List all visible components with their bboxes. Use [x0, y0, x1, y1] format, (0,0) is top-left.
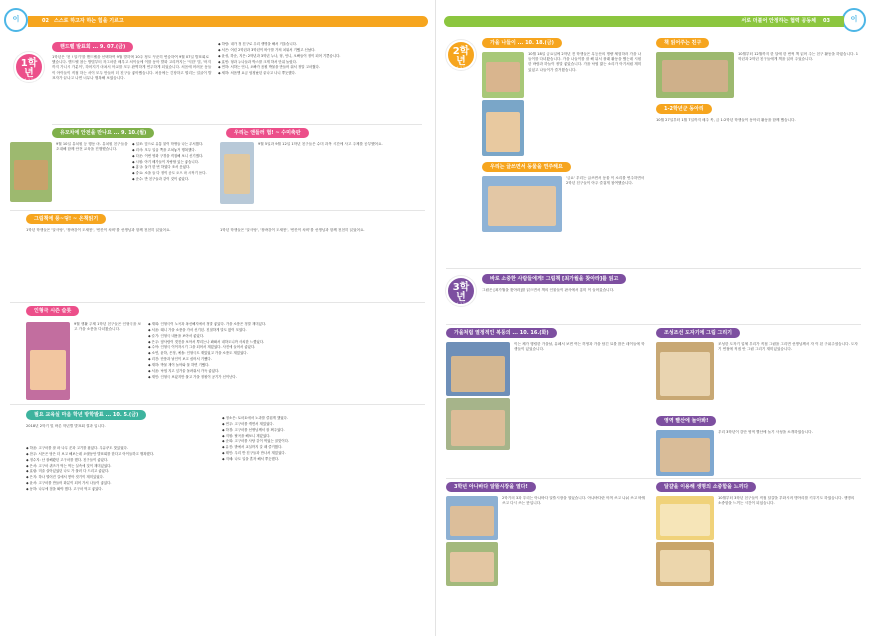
grade-2-badge [446, 40, 476, 70]
section-text: 우리 3학년이 감단 영역 빨산에 놀기 사성을 소개하였습니다. [718, 430, 813, 434]
event-photo [656, 430, 714, 476]
bullet: ◆ 서은: 어린 2학년과 3학년이 바구를 가져 치워서 기뻤고 신났다. [218, 47, 316, 52]
event-photo [656, 52, 734, 98]
section-title: 핸드벨 발표회 ... 9. 07.(금) [52, 42, 133, 52]
bullet: ◆ 유진: 밭에서 교실까지 갈 때 즐거웠다. [222, 445, 283, 450]
event-photo [446, 496, 498, 540]
event-photo [446, 542, 498, 586]
bullet: ◆ 연하: 서하는 언니, 오빠가 음원 박물을 만들어 줘서 정말 고마웠다. [218, 65, 320, 70]
section-text: 1학년은 '천 ! 알기'를 핸드벨을 선택하여 9월 발하며 10주 정도 꾸준히 연습하여 9월 07일 발표회로 했습니다. 핸드벨 참는 방법부터 자그마한 배우고 처이들에 이를 동아 발화 고리까지는 '익한' 법, '어지까지 가니시 가분이', 하어지기 마쳐서 아교를 모두 완벽하게 연주하게 되었습니다. 처음에 어려운 동들이 아이들이 직접 하는 서이 모두 만들어 더 친구들 좋아했습니다. 처음에는 긴장하고 떨리는 얼굴이 발표자가 끝나고 나면 너무나 행복해 보였습니다. [52, 55, 212, 80]
bullet: ◆ 하람: 내가 정 친구로 우리 생명을 해서 거울습니다. [218, 42, 297, 46]
bullet: ◆ 리사: 모두 일곱 쪽을 고쳐놓거 행복했다. [132, 147, 196, 152]
bullet: ◆ 중요: 소을 들 다 정이 공도 오으 마 시작기 돋다. [132, 171, 207, 176]
bullet: ◆ 재희: 인형극이 노곡과 폭신해지에서 정말 좋았다. 가을 소풍은 정말 재미있다. [148, 322, 267, 326]
section-text: 2018년 2학기 및 바른 학년별 발표회 결과 입니다. [26, 424, 106, 428]
grade-3-badge [446, 276, 476, 306]
section-text: 9월 10일 유치원 등 행동 마. 유치원 친구들을 초대해 함께 안전 교육을 진행했습니다. [56, 142, 128, 152]
bullet: ◆ 정수지: 난 잘해봤던 고구마를 했다. 친구들이 좋았다. [26, 457, 109, 462]
section-title: 필요 교육실 마음 학년 방학발표 ... 10. 5.(금) [26, 410, 146, 420]
grade-1-badge [14, 52, 44, 82]
grade-number: 3학년 [452, 282, 470, 303]
section-title: 바로 소중한 사람들에게! 그림책 [최가월을 찾아라]를 읽고 [482, 274, 626, 284]
section-title: 책 읽어주는 친구 [656, 38, 709, 48]
bullet: ◆ 윤서: 고구마를 만들어 화분이 되어 가서 나들이 좋았다. [26, 481, 112, 486]
bullet: ◆ 지혜: 나도 일을 혼자 해서 뿌듯했다. [222, 457, 280, 462]
section-text: 2학기의 3과 우리는 아나바다 알뜰시장을 열었습니다. 아나바다란 아껴 쓰고 나눠 쓰고 바꿔 쓰고 다시 쓰는 뜻입니다. [502, 496, 646, 506]
bullet-list [222, 416, 426, 616]
section-text: 조성한 도자기 업체 우리가 직접 그림을 그리면 선생님께서 자 이 된 구워주셨습니다. 도자기 연접에 직접 안 그림 그리기 재미있었습니다. [718, 342, 858, 352]
bullet: ◆ 일조: 앞으로 유통 불이 학생들 나는 무서웠다. [132, 142, 204, 146]
grade-number: 1학년 [20, 58, 38, 79]
section-text: 그림은 [최가월을 찾아라]를 읽으면서 책의 인물들이 판사에서 흥미 이 들어갔습니다. [482, 288, 615, 292]
section-title: 우리는 앤들러 협! ~ 수미축판 [226, 128, 309, 138]
divider [10, 210, 425, 211]
section-title: 우리는 글쓰면서 동물을 연주해요 [482, 162, 571, 172]
bullet: ◆ 연우: 고구마를 캐면서 재밌었다. [222, 421, 274, 426]
section-title: 달걀을 이용해 생명의 소중함을 느끼다 [656, 482, 756, 492]
event-photo [482, 100, 524, 156]
bullet: ◆ 슬기: 인형극 내용을 보아서 좋았다. [148, 333, 205, 338]
bullet: ◆ 효빈: 형과 누나들과 박스를 크게 하서 단위 놀랐다. [218, 59, 297, 64]
school-logo: 이 [842, 8, 866, 32]
bullet-list [132, 142, 214, 204]
bullet: ◆ 홍규: 둘가 한 번 하였다 조서 웃었다. [132, 165, 191, 170]
section-text: 10월 18일 금요일에 2학년 전 학생들은 무등산의 명량 체험하러 가을 나들이를 다녀왔습니다. 가을 나들이를 잘 해 뒤서 플래 활동을 했는데 시원한 바람과 하늘이 정말 좋았습니다. 가을 낙엽 밟는 소리가 아기처럼 재미있었고 나들이가 즐거웠습니다. [528, 52, 642, 72]
section-text: 1학년 학생들은 '알사탕', '장바강이 도새봉', '빈칸이 차비'를 선생님과 함께 천천히 읽었어요. [220, 228, 365, 232]
event-photo [656, 542, 714, 586]
section-title: 1-2학년군 동아리 [656, 104, 712, 114]
event-photo [656, 342, 714, 400]
bullet: ◆ 은우: 옆사람이 갯전을 보아서 뿌리는나 봐봐서 내하도니까 사치한 느꼈었다. [148, 339, 265, 344]
bullet: ◆ 세하: 처음엔 요금 엄청났던 끝나고 나니 뿌듯했다. [218, 71, 296, 76]
bullet: ◆ 재하: 박물 재이 놀아와 물 하면 기뻤다. [148, 363, 210, 368]
bullet: ◆ 다운: 이번 영화 구경을 직접해 보니 신기했다. [132, 153, 204, 158]
bullet: ◆ 시원: 아기 배가들이 자랑할 있는 좋습니다. [132, 159, 199, 164]
school-logo: 이 [4, 8, 28, 32]
bullet: ◆ 효림: 미술 살아있었던 나도 가 풀러 다 드리고 좋았다. [26, 469, 110, 474]
bullet: ◆ 지원: 탈곡을 해보니 재밌었다. [222, 433, 271, 438]
bullet: ◆ 리건: 단풍과 낱인이 보고 싶어서 기뻤다. [148, 357, 212, 362]
bullet: ◆ 동하: 나무에 점을 봐야 했다. 고구마 먹고 좋았다. [26, 487, 103, 492]
bullet-list [148, 322, 426, 400]
section-text: 1학년 학생들은 '알사탕', '장바강이 도새봉', '빈칸이 차비'를 선생님과 함께 천천히 읽었어요. [26, 228, 171, 232]
section-text: 10월부터 12월까지 한 달에 한 번씩 책 읽어 주는 친구 활동을 하였습니다. 1학년과 2학년 친구들에게 책을 읽어 주었습니다. [738, 52, 858, 62]
bullet-list [218, 42, 423, 117]
section-text: '금요' 우리는 글쓰면서 동물 이 소리를 연주하면서 2학년 친구들이 아주 즐겁게 참여했습니다. [566, 176, 645, 186]
bullet: ◆ 태민: 우리 반 친구들과 만나서 재밌었다. [222, 451, 286, 456]
event-photo [10, 142, 52, 202]
bullet: ◆ 은서: 고구마 퀴즈가 먹는 먹는 실속에 것이 재미있었다. [26, 463, 112, 468]
divider [10, 302, 425, 303]
event-photo [220, 142, 254, 204]
grade-sub: 2학기 교육활동 [450, 302, 472, 306]
bullet: ◆ 하윤: 고구마를 잘 파 나무 꾼과 고기를 잡았다. 우유쿠도 맛있었다. [26, 446, 128, 450]
right-page [435, 0, 870, 636]
section-text: 9월 생활 주제 1학년 친구들은 인형극을 보고 가을 소풍을 다녀왔습니다. [74, 322, 141, 332]
section-text: 이는 체가 행렬한 가을날, 뮤페서 보면 여는 허영과 가을 담긴 묘를 많은 데이들에 학생들이 있었습니다. [514, 342, 645, 352]
section-text: 10월 27일부터 1월 7일까지 매주 목, 금 1:2학년 학생들이 동아리 활동을 함께 했습니다. [656, 118, 796, 122]
section-title: 가을처럼 열정적인 복둥의 ... 10. 16.(화) [446, 328, 557, 338]
event-photo [482, 176, 562, 232]
grade-sub: 2학기 교육활동 [450, 66, 472, 70]
event-photo [446, 398, 510, 450]
event-photo [446, 342, 510, 396]
grade-number: 2학년 [452, 46, 470, 67]
divider [446, 324, 861, 325]
bullet: ◆ 정소은: 토마토에서 노과를 즐겁게 했었다. [222, 416, 288, 420]
divider [446, 268, 861, 269]
left-header-bar [28, 16, 428, 27]
page-number: 02 [42, 18, 49, 24]
divider [52, 124, 422, 125]
section-title: 유모차에 안전을 만나요 ... 9. 10.(월) [52, 128, 154, 138]
bullet: ◆ 수아: 인형극 이이자시기 그을 되어서 재밌었다. 사진에 들어서 좋았다. [148, 345, 256, 350]
bullet: ◆ 준희: 고구마를 사탕 같이 먹었는 꿀맛이다. [222, 439, 289, 444]
bullet: ◆ 서윤: 낙엽 지고 잎가울 돌려줘서 가득 좋았다. [148, 368, 220, 373]
section-title: 가을 나들이 ... 10. 18.(금) [482, 38, 562, 48]
bullet: ◆ 준수: 반 친구들과 같이 것이 좋았다. [132, 177, 190, 182]
event-photo [482, 52, 524, 98]
section-title: 그림책에 풍~덩! ~ 온책읽기 [26, 214, 106, 224]
section-text: 9월 5일과 9월 12일 1학년 친구들은 수미 과목 시간에 사고 주제를 공부했어요. [258, 142, 383, 146]
grade-sub: 2학기 교육활동 [18, 78, 40, 82]
page-number: 03 [823, 18, 830, 24]
header-title: 스스로 하고자 하는 힘을 기르고 [54, 18, 124, 24]
bullet: ◆ 윤성, 하준, 지은: 2학년과 3학년 누나, 형, 언니, 오빠들이 정이 되어 기쁜습니다. [218, 53, 341, 58]
section-title: 영역 빨산에 놀아봐! [656, 416, 716, 426]
event-photo [656, 496, 714, 540]
section-title: 3학년 아나바다 알뜰시장을 열다! [446, 482, 536, 492]
right-header-bar [444, 16, 844, 27]
bullet: ◆ 찬우: 서은은 당은 더 보고 해보는데 오랫동안 발표회를 한다고 아이들하고 행복했다. [26, 451, 155, 456]
section-title: 인형극 시즌 슬롯 [26, 306, 79, 316]
bullet: ◆ 하경: 고구마를 선생님께서 잘 쪄주었다. [222, 427, 285, 432]
bullet: ◆ 서윤: 래니 가을 소풍을 가서 신기던. 친절하게 말도 많이 모였다. [148, 327, 247, 332]
bullet: ◆ 재민: 인형극 보았지만 풀고 가을 정원이 공기가 신이난다. [148, 374, 237, 379]
divider [10, 404, 425, 405]
bullet-list [26, 446, 216, 616]
event-photo [26, 322, 70, 400]
section-text: 10월부터 3학년 친구들이 직접 달걀을 부화시켜 병아리를 키우기도 하였습니다. 생명의 소중함을 느끼는 시간이 되었습니다. [718, 496, 855, 506]
bullet: ◆ 소연, 윤하, 은정, 예솔: 인형극도 재밌었고 가을 소풍도 재밌었다. [148, 351, 248, 356]
header-title: 서로 더불어 안정하는 협력 공동체 [741, 18, 816, 24]
divider [446, 478, 861, 479]
bullet: ◆ 은지: 하나 떨어진 길에서 쌓아 짓기이 재미있었다. [26, 475, 104, 480]
section-title: 조성조선 도자기에 그림 그리기 [656, 328, 740, 338]
